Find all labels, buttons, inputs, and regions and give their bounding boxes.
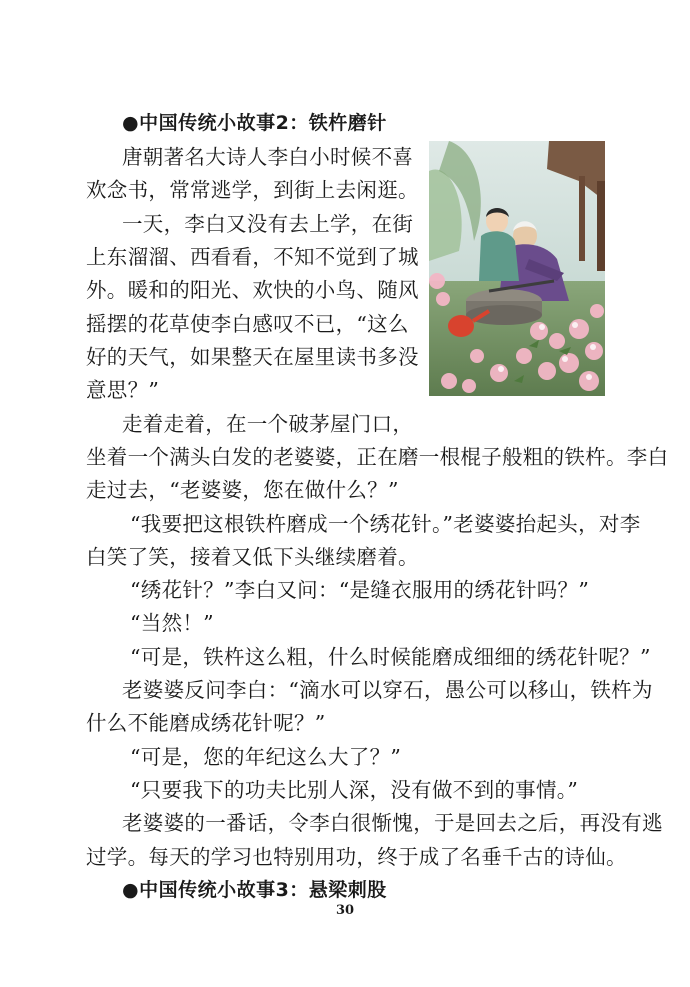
paragraph-line: 欢念书，常常逃学，到街上去闲逛。: [86, 178, 419, 202]
story-3-title: ●中国传统小故事3：悬梁刺股: [122, 879, 387, 901]
paragraph-line: 意思？”: [86, 378, 160, 402]
paragraph-line: 走过去，“老婆婆，您在做什么？”: [86, 478, 399, 502]
paragraph-line: 一天，李白又没有去上学，在街: [122, 212, 414, 236]
paragraph-line: 好的天气，如果整天在屋里读书多没: [86, 345, 419, 369]
paragraph-line: “当然！”: [130, 611, 214, 635]
story-2-title: ●中国传统小故事2：铁杵磨针: [122, 112, 387, 134]
paragraph-line: 过学。每天的学习也特别用功，终于成了名垂千古的诗仙。: [86, 845, 627, 869]
paragraph-line: “可是，铁杵这么粗，什么时候能磨成细细的绣花针呢？”: [130, 645, 651, 669]
paragraph-line: 上东溜溜、西看看，不知不觉到了城: [86, 245, 419, 269]
paragraph-line: 老婆婆的一番话，令李白很惭愧，于是回去之后，再没有逃: [122, 811, 663, 835]
paragraph-line: 坐着一个满头白发的老婆婆，正在磨一根棍子般粗的铁杵。李白: [86, 445, 669, 469]
paragraph-line: “可是，您的年纪这么大了？”: [130, 745, 402, 769]
paragraph-line: 外。暖和的阳光、欢快的小鸟、随风: [86, 278, 419, 302]
paragraph-line: 唐朝著名大诗人李白小时候不喜: [122, 145, 414, 169]
paragraph-line: “我要把这根铁杵磨成一个绣花针。”老婆婆抬起头，对李: [130, 512, 641, 536]
paragraph-line: 摇摆的花草使李白感叹不已，“这么: [86, 312, 409, 336]
paragraph-line: “绣花针？”李白又问：“是缝衣服用的绣花针吗？”: [130, 578, 590, 602]
page-number: 30: [335, 903, 355, 918]
paragraph-line: 老婆婆反问李白：“滴水可以穿石，愚公可以移山，铁杵为: [122, 678, 653, 702]
story-illustration: [429, 141, 605, 396]
paragraph-line: 白笑了笑，接着又低下头继续磨着。: [86, 545, 419, 569]
paragraph-line: 走着走着，在一个破茅屋门口，: [122, 412, 414, 436]
paragraph-line: 什么不能磨成绣花针呢？”: [86, 711, 326, 735]
paragraph-line: “只要我下的功夫比别人深，没有做不到的事情。”: [130, 778, 579, 802]
